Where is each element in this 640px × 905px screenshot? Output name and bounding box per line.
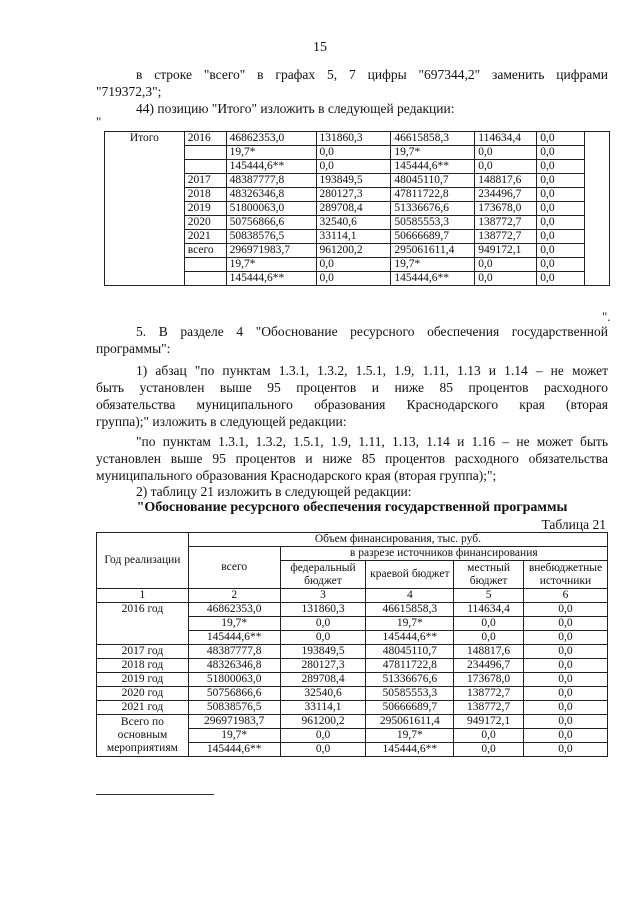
table-cell: 296971983,7	[226, 244, 316, 258]
table-cell: 0,0	[537, 132, 585, 146]
table-cell: 47811722,8	[366, 659, 454, 673]
paragraph-line: группа);" изложить в следующей редакции:	[96, 414, 347, 429]
table-cell: 19,7*	[366, 617, 454, 631]
header-volume: Объем финансирования, тыс. руб.	[188, 533, 607, 547]
table-cell: 19,7*	[226, 146, 316, 160]
table-cell: 0,0	[537, 174, 585, 188]
table-cell: Итого	[105, 132, 185, 286]
table-cell: 0,0	[523, 673, 607, 687]
table-cell: 0,0	[537, 258, 585, 272]
table-cell: 19,7*	[391, 146, 475, 160]
table-cell: 0,0	[523, 701, 607, 715]
table-cell: 2	[188, 589, 280, 603]
table-cell: 2019 год	[97, 673, 189, 687]
table-cell: 46615858,3	[366, 603, 454, 617]
table-row	[97, 645, 608, 659]
table-cell: 0,0	[316, 160, 391, 174]
table-cell: 2016	[184, 132, 226, 146]
table-cell: 0,0	[316, 146, 391, 160]
table-cell: 19,7*	[188, 617, 280, 631]
table-cell: 145444,6**	[366, 743, 454, 757]
table-cell: 961200,2	[316, 244, 391, 258]
itogo-table	[104, 131, 610, 286]
table-cell: 0,0	[280, 617, 366, 631]
table-row	[97, 603, 608, 617]
paragraph-line: муниципального образования Краснодарского края (вторая группа);";	[96, 468, 497, 483]
table-cell: 0,0	[537, 230, 585, 244]
table-cell: 0,0	[537, 272, 585, 286]
table-cell: 145444,6**	[188, 743, 280, 757]
table-cell: 145444,6**	[391, 272, 475, 286]
table-cell: 961200,2	[280, 715, 366, 729]
table-cell: 0,0	[475, 272, 537, 286]
table-cell: 2020 год	[97, 687, 189, 701]
table-cell: 145444,6**	[226, 160, 316, 174]
table-cell: 50838576,5	[226, 230, 316, 244]
table-cell: 296971983,7	[188, 715, 280, 729]
table-cell: 48387777,8	[226, 174, 316, 188]
header-sources: в разрезе источников финансирования	[280, 547, 607, 561]
header-federal: федеральный бюджет	[280, 561, 366, 589]
header-total: всего	[188, 547, 280, 589]
table-cell: 50756866,6	[226, 216, 316, 230]
header-year: Год реализации	[97, 533, 189, 589]
paragraph-line: обязательства муниципального образования Краснодарского края (вторая	[96, 397, 608, 412]
table-cell: 0,0	[537, 244, 585, 258]
table-cell: 131860,3	[316, 132, 391, 146]
table-cell: 0,0	[523, 659, 607, 673]
table-cell: 114634,4	[475, 132, 537, 146]
table-cell: 48045110,7	[391, 174, 475, 188]
table-cell: 2020	[184, 216, 226, 230]
table-cell: 234496,7	[454, 659, 524, 673]
table-cell: 173678,0	[454, 673, 524, 687]
table-cell: 6	[523, 589, 607, 603]
table-cell: 0,0	[280, 631, 366, 645]
table-cell: 0,0	[537, 160, 585, 174]
table-cell: 148817,6	[454, 645, 524, 659]
table-cell: 33114,1	[280, 701, 366, 715]
table-cell: 46615858,3	[391, 132, 475, 146]
table-cell: 280127,3	[280, 659, 366, 673]
table-cell: 0,0	[475, 160, 537, 174]
table-cell: 50585553,3	[366, 687, 454, 701]
table-cell: 145444,6**	[226, 272, 316, 286]
table-cell: 949172,1	[475, 244, 537, 258]
table-cell: 48326346,8	[226, 188, 316, 202]
table-cell: 51336676,6	[391, 202, 475, 216]
paragraph-line: 5. В разделе 4 "Обоснование ресурсного обеспечения государственной	[136, 324, 608, 339]
table-cell: 5	[454, 589, 524, 603]
table-cell: 47811722,8	[391, 188, 475, 202]
table-cell: 0,0	[280, 743, 366, 757]
table-cell-empty	[585, 132, 610, 286]
table-cell: 4	[366, 589, 454, 603]
paragraph-line: 44) позицию "Итого" изложить в следующей редакции:	[136, 101, 455, 116]
table-cell: 50838576,5	[188, 701, 280, 715]
paragraph-line: в строке "всего" в графах 5, 7 цифры "697344,2" заменить цифрами	[136, 67, 608, 82]
table-cell: 280127,3	[316, 188, 391, 202]
table-cell	[184, 146, 226, 160]
table-cell: 295061611,4	[391, 244, 475, 258]
table-cell: 0,0	[454, 631, 524, 645]
table-cell: 3	[280, 589, 366, 603]
table-cell: всего	[184, 244, 226, 258]
table-cell: 145444,6**	[366, 631, 454, 645]
open-quote: "	[96, 114, 102, 129]
table-cell: 949172,1	[454, 715, 524, 729]
table-cell: 50585553,3	[391, 216, 475, 230]
paragraph-line: "719372,3";	[96, 84, 162, 99]
table-cell: 138772,7	[475, 216, 537, 230]
table-cell: 2018	[184, 188, 226, 202]
table-cell: 289708,4	[280, 673, 366, 687]
table-cell: 51800063,0	[188, 673, 280, 687]
header-extrabudget: внебюджетные источники	[523, 561, 607, 589]
resource-table	[96, 532, 608, 757]
table-cell: 138772,7	[454, 687, 524, 701]
table-number: Таблица 21	[541, 517, 606, 532]
table-cell: 50666689,7	[366, 701, 454, 715]
table-cell: 0,0	[316, 272, 391, 286]
table-row	[97, 687, 608, 701]
table-cell: 2016 год	[97, 603, 189, 645]
table-cell: 138772,7	[454, 701, 524, 715]
table-cell: 0,0	[454, 617, 524, 631]
table-cell: 295061611,4	[366, 715, 454, 729]
table-cell: 0,0	[523, 603, 607, 617]
table-cell: 0,0	[523, 715, 607, 729]
table-cell: 0,0	[523, 729, 607, 743]
table-cell: 1	[97, 589, 189, 603]
table-cell: 51800063,0	[226, 202, 316, 216]
table-cell: 48387777,8	[188, 645, 280, 659]
table-row	[97, 701, 608, 715]
table-cell	[184, 272, 226, 286]
paragraph-line: быть установлен выше 95 процентов и ниже 85 процентов расходного	[96, 380, 608, 395]
table-cell: 50756866,6	[188, 687, 280, 701]
paragraph-line: 2) таблицу 21 изложить в следующей редакции:	[136, 484, 412, 499]
table-cell: 2021 год	[97, 701, 189, 715]
table-cell: 32540,6	[316, 216, 391, 230]
table-cell: 0,0	[537, 146, 585, 160]
paragraph-line: установлен выше 95 процентов и ниже 85 процентов расходного обязательства	[96, 451, 608, 466]
table-cell: Всего по основным мероприятиям	[97, 715, 189, 757]
table-row	[97, 589, 608, 603]
table-cell: 0,0	[523, 687, 607, 701]
table-cell: 0,0	[475, 146, 537, 160]
paragraph-line: программы":	[96, 341, 171, 356]
table-cell: 50666689,7	[391, 230, 475, 244]
table-cell: 32540,6	[280, 687, 366, 701]
table-cell: 2018 год	[97, 659, 189, 673]
table-cell: 138772,7	[475, 230, 537, 244]
table-cell: 33114,1	[316, 230, 391, 244]
table-cell	[184, 160, 226, 174]
table-cell: 0,0	[523, 631, 607, 645]
table-cell: 2017	[184, 174, 226, 188]
table-cell: 19,7*	[366, 729, 454, 743]
table-cell: 0,0	[454, 743, 524, 757]
table-cell: 0,0	[537, 188, 585, 202]
page-number: 15	[313, 40, 327, 55]
table-cell: 19,7*	[188, 729, 280, 743]
paragraph-line: 1) абзац "по пунктам 1.3.1, 1.3.2, 1.5.1, 1.9, 1.11, 1.13 и 1.14 – не может	[136, 363, 608, 378]
table-cell: 145444,6**	[391, 160, 475, 174]
table-cell: 0,0	[537, 216, 585, 230]
table-row	[97, 673, 608, 687]
table-cell: 0,0	[523, 645, 607, 659]
table-row	[105, 132, 610, 146]
table-cell: 2017 год	[97, 645, 189, 659]
header-local: местный бюджет	[454, 561, 524, 589]
table-cell: 0,0	[316, 258, 391, 272]
table-cell: 0,0	[523, 743, 607, 757]
table-cell: 0,0	[454, 729, 524, 743]
table-cell: 289708,4	[316, 202, 391, 216]
table-cell: 0,0	[280, 729, 366, 743]
table-cell: 131860,3	[280, 603, 366, 617]
table-cell: 234496,7	[475, 188, 537, 202]
table-heading: "Обоснование ресурсного обеспечения государственной программы	[136, 500, 568, 515]
table-cell: 145444,6**	[188, 631, 280, 645]
table-cell: 114634,4	[454, 603, 524, 617]
table-cell: 2021	[184, 230, 226, 244]
table-cell: 51336676,6	[366, 673, 454, 687]
table-row	[97, 715, 608, 729]
footnote-separator	[96, 794, 214, 795]
table-cell: 48326346,8	[188, 659, 280, 673]
table-cell: 0,0	[537, 202, 585, 216]
table-cell: 19,7*	[391, 258, 475, 272]
table-row	[97, 659, 608, 673]
header-regional: краевой бюджет	[366, 561, 454, 589]
table-cell: 173678,0	[475, 202, 537, 216]
table-cell: 0,0	[523, 617, 607, 631]
table-cell: 2019	[184, 202, 226, 216]
table-cell: 193849,5	[280, 645, 366, 659]
table-cell: 19,7*	[226, 258, 316, 272]
table-cell: 0,0	[475, 258, 537, 272]
paragraph-line: "по пунктам 1.3.1, 1.3.2, 1.5.1, 1.9, 1.11, 1.13, 1.14 и 1.16 – не может быть	[136, 434, 608, 449]
table-cell: 148817,6	[475, 174, 537, 188]
table-cell: 46862353,0	[226, 132, 316, 146]
table-cell: 48045110,7	[366, 645, 454, 659]
table-cell: 46862353,0	[188, 603, 280, 617]
table-cell	[184, 258, 226, 272]
table-cell: 193849,5	[316, 174, 391, 188]
close-quote: ".	[602, 309, 611, 324]
